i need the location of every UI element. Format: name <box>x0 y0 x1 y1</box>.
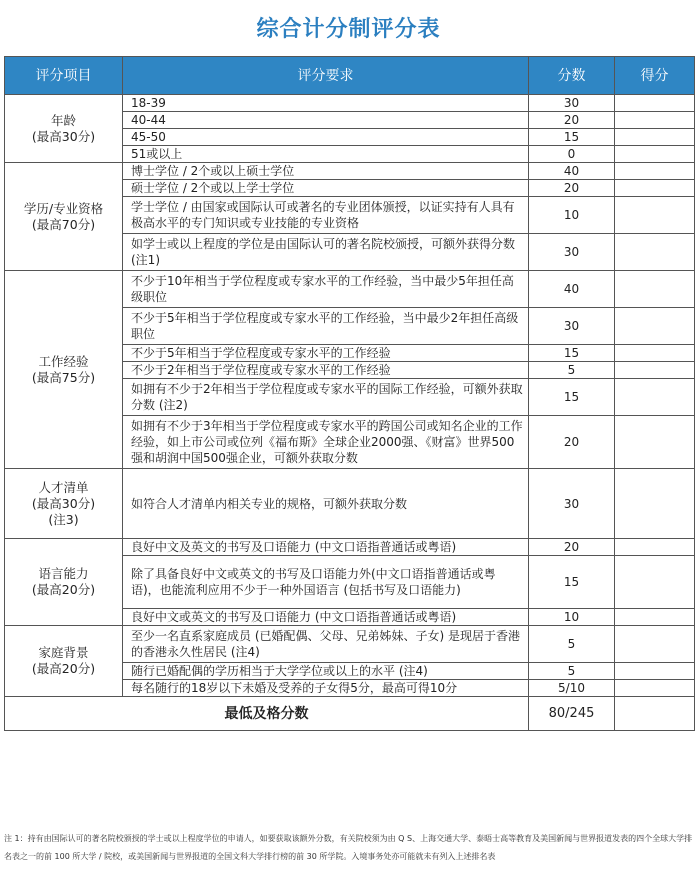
category-language <box>5 539 123 626</box>
score-cell: 5 <box>529 362 615 379</box>
header-obtained: 得分 <box>615 57 695 95</box>
obtained-cell[interactable] <box>615 416 695 469</box>
obtained-cell[interactable] <box>615 146 695 163</box>
header-item: 评分项目 <box>5 57 123 95</box>
category-max: (最高20分) <box>31 582 96 597</box>
obtained-cell[interactable] <box>615 626 695 663</box>
requirement-cell: 每名随行的18岁以下未婚及受养的子女得5分，最高可得10分 <box>123 680 529 697</box>
score-cell: 20 <box>529 416 615 469</box>
category-name: 家庭背景 <box>38 645 89 660</box>
score-cell: 40 <box>529 271 615 308</box>
table-row <box>5 271 695 308</box>
score-cell: 10 <box>529 609 615 626</box>
obtained-cell[interactable] <box>615 95 695 112</box>
score-cell: 15 <box>529 556 615 609</box>
category-education <box>5 163 123 271</box>
requirement-cell: 随行已婚配偶的学历相当于大学学位或以上的水平 (注4) <box>123 663 529 680</box>
category-note: (注3) <box>48 511 79 527</box>
category-name: 工作经验 <box>38 353 89 369</box>
obtained-cell[interactable] <box>615 308 695 345</box>
category-age <box>5 95 123 163</box>
requirement-cell: 45-50 <box>123 129 529 146</box>
obtained-cell[interactable] <box>615 379 695 416</box>
table-row <box>5 469 695 539</box>
scoring-table <box>4 56 695 731</box>
score-cell: 30 <box>529 234 615 271</box>
requirement-cell: 18-39 <box>123 95 529 112</box>
total-score: 80/245 <box>529 697 615 731</box>
score-cell: 15 <box>529 129 615 146</box>
requirement-cell: 良好中文及英文的书写及口语能力 (中文口语指普通话或粤语) <box>123 539 529 556</box>
obtained-cell[interactable] <box>615 163 695 180</box>
total-row <box>5 697 695 731</box>
requirement-cell: 良好中文或英文的书写及口语能力 (中文口语指普通话或粤语) <box>123 609 529 626</box>
obtained-cell[interactable] <box>615 197 695 234</box>
requirement-cell: 不少于5年相当于学位程度或专家水平的工作经验，当中最少2年担任高级职位 <box>123 308 529 345</box>
obtained-cell[interactable] <box>615 680 695 697</box>
category-talent <box>5 469 123 539</box>
obtained-cell[interactable] <box>615 663 695 680</box>
requirement-cell: 40-44 <box>123 112 529 129</box>
requirement-cell: 不少于10年相当于学位程度或专家水平的工作经验，当中最少5年担任高级职位 <box>123 271 529 308</box>
score-cell: 5/10 <box>529 680 615 697</box>
obtained-cell[interactable] <box>615 556 695 609</box>
score-cell: 30 <box>529 95 615 112</box>
header-score: 分数 <box>529 57 615 95</box>
header-requirement: 评分要求 <box>123 57 529 95</box>
page-title: 综合计分制评分表 <box>256 17 441 42</box>
table-row <box>5 95 695 112</box>
category-max: (最高30分) <box>31 128 96 144</box>
score-cell: 0 <box>529 146 615 163</box>
score-cell: 20 <box>529 539 615 556</box>
table-row <box>5 163 695 180</box>
category-max: (最高75分) <box>31 369 96 385</box>
obtained-cell[interactable] <box>615 271 695 308</box>
requirement-cell: 如拥有不少于2年相当于学位程度或专家水平的国际工作经验，可额外获取分数 (注2) <box>123 379 529 416</box>
requirement-cell: 硕士学位 / 2个或以上学士学位 <box>123 180 529 197</box>
category-family <box>5 626 123 697</box>
category-max: (最高70分) <box>31 216 96 232</box>
score-cell: 40 <box>529 163 615 180</box>
obtained-cell[interactable] <box>615 609 695 626</box>
category-max: (最高30分) <box>31 495 96 511</box>
requirement-cell: 如学士或以上程度的学位是由国际认可的著名院校颁授，可额外获得分数 (注1) <box>123 234 529 271</box>
requirement-cell: 学士学位 / 由国家或国际认可或著名的专业团体颁授，以证实持有人具有极高水平的专门知识或专业技能的专业资格 <box>123 197 529 234</box>
requirement-cell: 51或以上 <box>123 146 529 163</box>
score-cell: 5 <box>529 626 615 663</box>
score-cell: 5 <box>529 663 615 680</box>
obtained-cell[interactable] <box>615 112 695 129</box>
obtained-cell[interactable] <box>615 234 695 271</box>
footnote: 注 1：持有由国际认可的著名院校颁授的学士或以上程度学位的申请人，如要获取该额外分数，有关院校须为由 Q S、上海交通大学、泰晤士高等教育及美国新闻与世界报道发表的四个全球大学排名表之一的前 100 所大学 / 院校，或美国新闻与世界报道的全国文科大学排行榜的前 30 所学院。入境事务处亦可能就未有列入上述排名表 <box>4 834 693 861</box>
requirement-cell: 除了具备良好中文或英文的书写及口语能力外(中文口语指普通话或粤语)，也能流利应用不少于一种外国语言 (包括书写及口语能力) <box>123 556 529 609</box>
category-name: 年龄 <box>50 112 76 128</box>
category-name: 语言能力 <box>38 566 89 581</box>
category-name: 学历/专业资格 <box>23 200 104 216</box>
requirement-cell: 不少于2年相当于学位程度或专家水平的工作经验 <box>123 362 529 379</box>
total-obtained-cell[interactable] <box>615 697 695 731</box>
obtained-cell[interactable] <box>615 345 695 362</box>
requirement-cell: 如拥有不少于3年相当于学位程度或专家水平的跨国公司或知名企业的工作经验，如上市公司或位列《福布斯》全球企业2000强、《财富》世界500强和胡润中国500强企业，可额外获取分数 <box>123 416 529 469</box>
requirement-cell: 如符合人才清单内相关专业的规格，可额外获取分数 <box>123 469 529 539</box>
requirement-cell: 博士学位 / 2个或以上硕士学位 <box>123 163 529 180</box>
category-max: (最高20分) <box>31 661 96 676</box>
score-cell: 20 <box>529 180 615 197</box>
score-cell: 15 <box>529 345 615 362</box>
obtained-cell[interactable] <box>615 469 695 539</box>
table-header-row <box>5 57 695 95</box>
table-row <box>5 539 695 556</box>
category-name: 人才清单 <box>38 479 89 495</box>
total-label: 最低及格分数 <box>5 697 529 731</box>
obtained-cell[interactable] <box>615 180 695 197</box>
requirement-cell: 至少一名直系家庭成员 (已婚配偶、父母、兄弟姊妹、子女) 是现居于香港的香港永久性居民 (注4) <box>123 626 529 663</box>
obtained-cell[interactable] <box>615 129 695 146</box>
score-cell: 15 <box>529 379 615 416</box>
requirement-cell: 不少于5年相当于学位程度或专家水平的工作经验 <box>123 345 529 362</box>
score-cell: 20 <box>529 112 615 129</box>
score-cell: 30 <box>529 308 615 345</box>
obtained-cell[interactable] <box>615 362 695 379</box>
table-row <box>5 626 695 663</box>
category-work <box>5 271 123 469</box>
obtained-cell[interactable] <box>615 539 695 556</box>
score-cell: 30 <box>529 469 615 539</box>
score-cell: 10 <box>529 197 615 234</box>
